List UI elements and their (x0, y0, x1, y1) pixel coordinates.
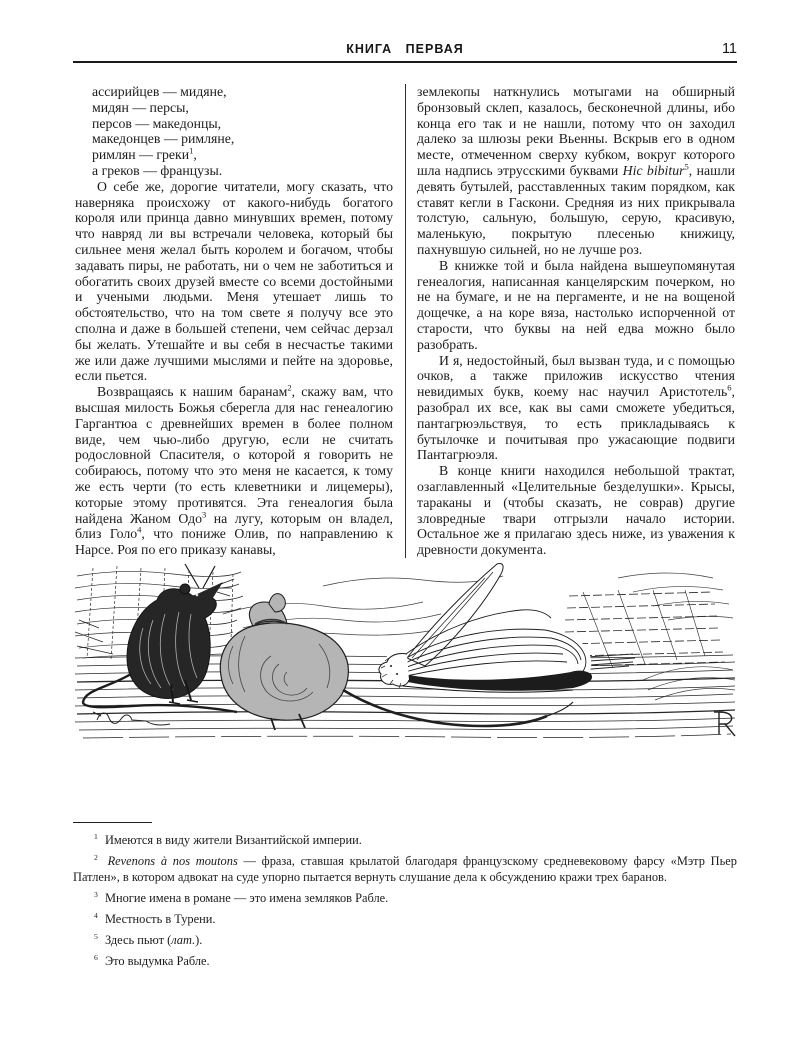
body-paragraph: В книжке той и была найдена вышеупомянутая генеалогия, написанная канцелярским почерком, но не на бумаге, и не на пергаменте, и не на вощеной дощечке, а на коре вяза, настолько испорченной от старости, что буквы на ней едва можно было разобрать. (417, 257, 735, 352)
page-number: 11 (721, 41, 737, 57)
genealogy-line: а греков — французы. (92, 162, 223, 178)
footnote: $^3$ Многие имена в романе — это имена земляков Рабле. (94, 889, 389, 905)
column-divider (405, 84, 406, 558)
footnote: $^1$ Имеются в виду жители Византийской империи. (94, 831, 362, 847)
open-gnawed-book (379, 563, 592, 692)
running-head (73, 42, 737, 60)
footnote: $^2$ Revenons à nos moutons — фраза, ставшая крылатой благодаря французскому средневековому фарсу «Мэтр Пьер Патлен», в котором адвокат на суде упорно пытается вернуть слушание дела к обсуждению кражи трех баранов. (73, 852, 737, 884)
rat-left (83, 564, 237, 712)
body-paragraph: землекопы наткнулись мотыгами на обширный бронзовый склеп, казалось, бесконечной длины, ибо конца его так и не нашли, потому что он заходил далеко за шлюзы реки Вьенны. Вскрыв его в одном месте, отмеченном сверху кубком, вокруг которого шла надпись этрусскими буквами Hic bibitur$^5$, нашли девять бутылей, расставленных таким порядком, как ставят кегли в Гаскони. Средняя из них прикрывала толстую, сальную, большую, серую, красивую, маленькую, покрытую плесенью книжицу, пахнувшую сильней, но не лучше роз. (417, 84, 735, 257)
footnote: $^6$ Это выдумка Рабле. (94, 952, 210, 969)
engraving-rats-and-book (73, 562, 737, 802)
footnote: $^5$ Здесь пьют (лат.). (94, 931, 203, 947)
body-paragraph: И я, недостойный, был вызван туда, и с помощью очков, а также приложив искусство чтения невидимых букв, коему нас научил Аристотель$^6$, разобрал их все, как вы сами сможете убедиться, пантагрюэльствуя, то есть прикладываясь к бутылочке и почитывая про ужасающие подвиги Пантагрюэля. (417, 352, 735, 463)
genealogy-line: мидян — персы, (92, 99, 189, 115)
genealogy-line: ассирийцев — мидяне, (92, 84, 227, 99)
header-rule (73, 61, 737, 63)
engraver-monogram (714, 712, 735, 736)
body-paragraph: О себе же, дорогие читатели, могу сказать, что наверняка происхожу от какого-нибудь богатого короля или принца давно минувших времен, потому что навряд ли вы встречали человека, который бы сильнее меня желал быть королем и богачом, чтобы задавать пиры, не работать, ни о чем не заботиться и обогатить своих друзей вместе со всеми достойными и учеными людьми. Меня утешает лишь то обстоятельство, что на том свете я получу все это сполна и даже в большей степени, чем сейчас дерзал бы желать. Утешайте и вы себя в несчастье такими же или даже лучшими мыслями и пейте на здоровье, если пьется. (75, 178, 393, 384)
body-paragraph: В конце книги находился небольшой трактат, озаглавленный «Целительные безделушки». Крысы, тараканы и (чтобы сказать, не соврав) другие зловредные твари отгрызли начало истории. Остальное же я прилагаю здесь ниже, из уважения к древности документа. (417, 463, 735, 558)
genealogy-line: римлян — греки$^1$, (92, 145, 197, 163)
running-title: КНИГА ПЕРВАЯ (346, 42, 464, 56)
column-left (75, 84, 393, 558)
genealogy-line: персов — македонцы, (92, 115, 222, 131)
footnote-rule (73, 822, 152, 823)
footnotes-block (73, 822, 737, 975)
genealogy-line: македонцев — римляне, (92, 131, 235, 147)
column-right (417, 84, 735, 558)
body-paragraph: Возвращаясь к нашим баранам$^2$, скажу вам, что высшая милость Божья сберегла для нас генеалогию Гаргантюа с древнейших времен в более полном виде, чем чью-либо другую, если не считать родословной Спасителя, о которой я говорить не собираюсь, потому что это меня не касается, к тому же есть черти (то есть клеветники и лицемеры), которые этому противятся. Эта генеалогия была найдена Жаном Одо$^3$ на лугу, которым он владел, близ Голо$^4$, что пониже Олив, по направлению к Нарсе. Роя по его приказу канавы, (75, 382, 394, 558)
genealogy-list (92, 84, 393, 179)
footnote: $^4$ Местность в Турени. (94, 910, 216, 926)
text-columns (75, 84, 735, 558)
